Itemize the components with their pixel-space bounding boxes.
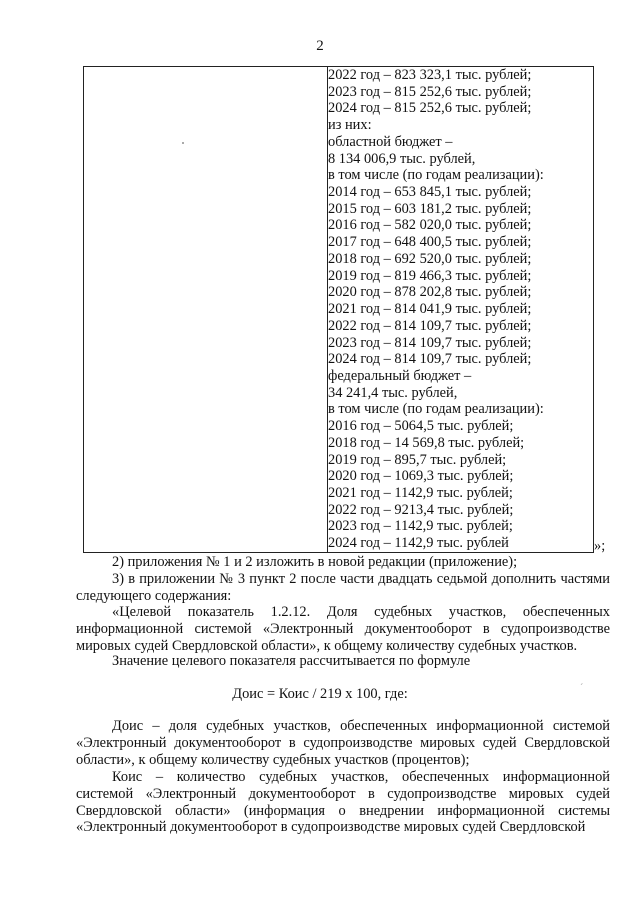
- budget-line: 2023 год – 1142,9 тыс. рублей;: [328, 518, 513, 535]
- budget-line: 2018 год – 692 520,0 тыс. рублей;: [328, 250, 532, 267]
- budget-line: 2021 год – 1142,9 тыс. рублей;: [328, 484, 513, 501]
- budget-line: в том числе (по годам реализации):: [328, 401, 544, 418]
- budget-line: из них:: [328, 117, 372, 134]
- budget-line: 2016 год – 582 020,0 тыс. рублей;: [328, 217, 532, 234]
- funding-table-right-cell: [328, 67, 594, 553]
- budget-line: 2022 год – 9213,4 тыс. рублей;: [328, 501, 514, 518]
- budget-line: 8 134 006,9 тыс. рублей,: [328, 150, 476, 167]
- page-number: 2: [316, 38, 324, 54]
- scan-speck: [182, 142, 184, 144]
- budget-line: областной бюджет –: [328, 133, 453, 150]
- budget-line: в том числе (по годам реализации):: [328, 167, 544, 184]
- budget-line: 2024 год – 814 109,7 тыс. рублей;: [328, 351, 532, 368]
- budget-line: 2014 год – 653 845,1 тыс. рублей;: [328, 184, 532, 201]
- budget-line: 2022 год – 823 323,1 тыс. рублей;: [328, 67, 532, 83]
- paragraph-formula-intro: Значение целевого показателя рассчитывается по формуле: [112, 653, 471, 669]
- funding-table-left-cell: [84, 67, 328, 553]
- paragraph-appendix-3: 3) в приложении № 3 пункт 2 после части двадцать седьмой дополнить частями следующего содержания:: [76, 571, 610, 604]
- budget-line: 2019 год – 895,7 тыс. рублей;: [328, 451, 507, 468]
- budget-line: 2019 год – 819 466,3 тыс. рублей;: [328, 267, 532, 284]
- budget-line: 34 241,4 тыс. рублей,: [328, 384, 458, 401]
- budget-line: 2020 год – 1069,3 тыс. рублей;: [328, 468, 514, 485]
- budget-line: 2018 год – 14 569,8 тыс. рублей;: [328, 434, 525, 451]
- table-closing-quote: »;: [594, 538, 606, 554]
- budget-line: 2020 год – 878 202,8 тыс. рублей;: [328, 284, 532, 301]
- budget-line: 2016 год – 5064,5 тыс. рублей;: [328, 418, 514, 435]
- paragraph-target-indicator: «Целевой показатель 1.2.12. Доля судебных участков, обеспеченных информационной системой «Электронный документооборот в судопроизводстве мировых судей Свердловской области», к общему количеству судебных участков.: [76, 604, 610, 654]
- budget-line: 2015 год – 603 181,2 тыс. рублей;: [328, 200, 532, 217]
- budget-line: 2021 год – 814 041,9 тыс. рублей;: [328, 301, 532, 318]
- scan-mark: ˊ: [580, 683, 584, 694]
- budget-line: федеральный бюджет –: [328, 367, 472, 384]
- budget-line: 2024 год – 1142,9 тыс. рублей: [328, 535, 509, 552]
- paragraph-appendices: 2) приложения № 1 и 2 изложить в новой редакции (приложение);: [112, 554, 518, 570]
- funding-table-row: [84, 67, 594, 553]
- budget-line: 2024 год – 815 252,6 тыс. рублей;: [328, 100, 532, 117]
- budget-line: 2017 год – 648 400,5 тыс. рублей;: [328, 234, 532, 251]
- budget-line: 2023 год – 815 252,6 тыс. рублей;: [328, 83, 532, 100]
- paragraph-dois-definition: Доис – доля судебных участков, обеспеченных информационной системой «Электронный документооборот в судопроизводстве мировых судей Свердловской области», к общему количеству судебных участков (процентов);: [76, 718, 610, 768]
- paragraph-kois-definition: Коис – количество судебных участков, обеспеченных информационной системой «Электронный документооборот в судопроизводстве мировых судей Свердловской области» (информация о внедрении информационной системы «Электронный документооборот в судопроизводстве мировых судей Свердловской: [76, 769, 610, 836]
- funding-table: [83, 66, 594, 553]
- formula: Доис = Коис / 219 х 100, где:: [232, 686, 408, 702]
- budget-line: 2022 год – 814 109,7 тыс. рублей;: [328, 317, 532, 334]
- budget-line: 2023 год – 814 109,7 тыс. рублей;: [328, 334, 532, 351]
